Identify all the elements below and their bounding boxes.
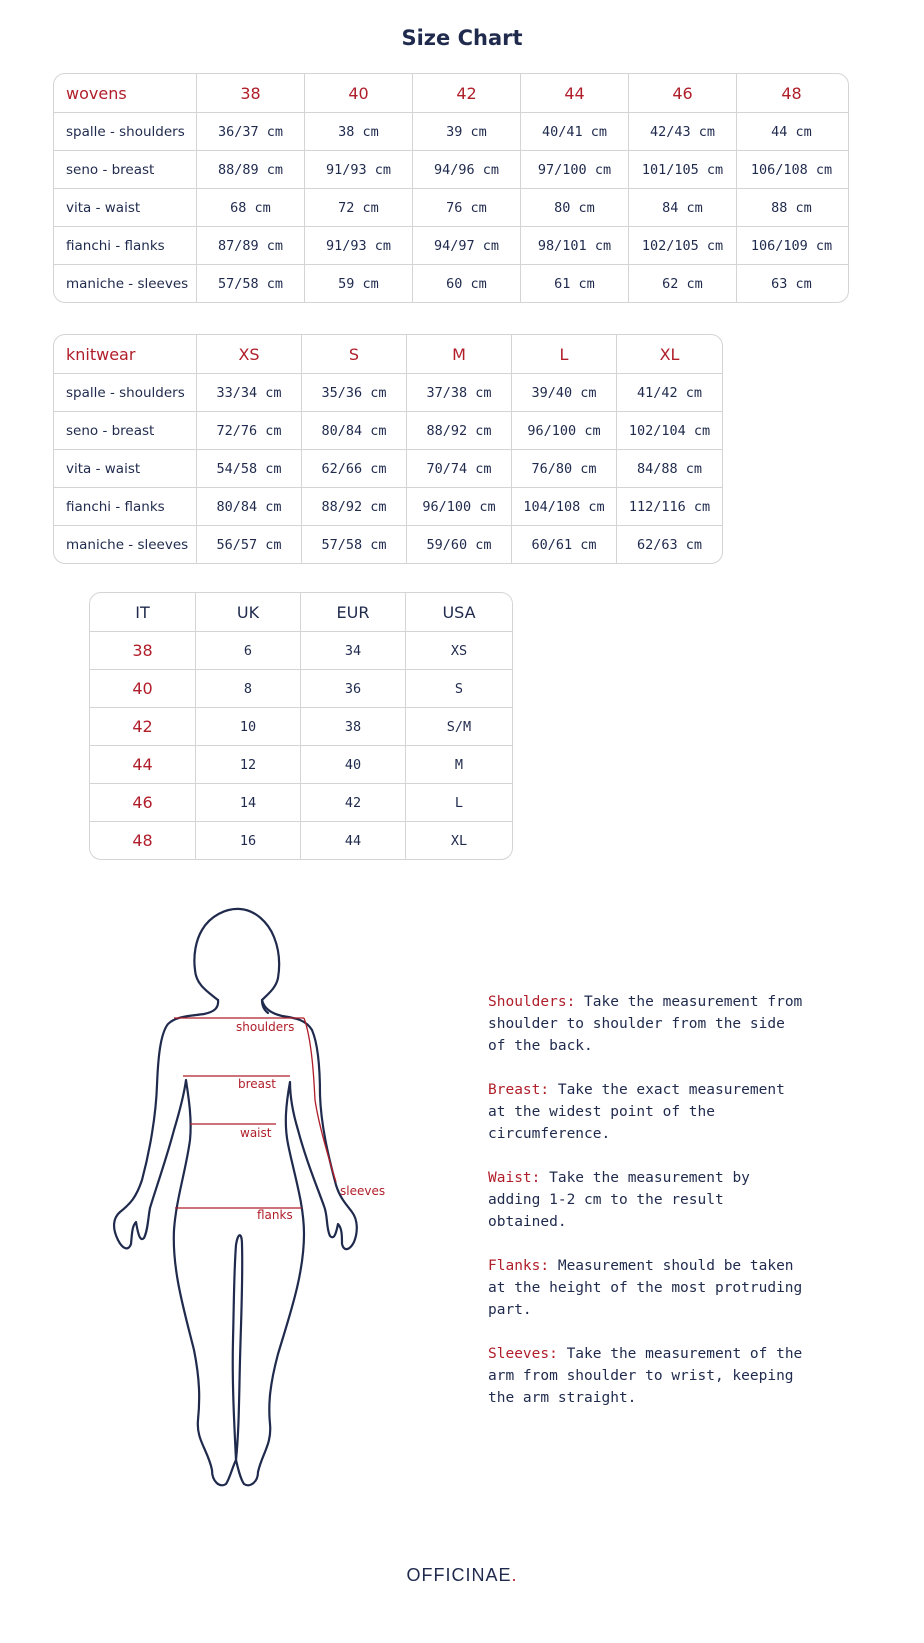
size-header: M xyxy=(406,335,511,373)
table-cell: 44 cm xyxy=(736,113,846,150)
table-cell: 96/100 cm xyxy=(511,412,616,449)
table-cell: 38 xyxy=(300,708,405,745)
table-cell: 84 cm xyxy=(628,189,736,226)
table-header-row xyxy=(90,593,512,631)
table-cell: 59 cm xyxy=(304,265,412,302)
table-cell: 63 cm xyxy=(736,265,846,302)
table-cell: 62 cm xyxy=(628,265,736,302)
table-cell: M xyxy=(405,746,512,783)
table-cell: 91/93 cm xyxy=(304,227,412,264)
table-cell: XS xyxy=(405,632,512,669)
table-cell: 87/89 cm xyxy=(196,227,304,264)
table-row xyxy=(54,112,848,150)
table-cell: 60/61 cm xyxy=(511,526,616,563)
size-header: S xyxy=(301,335,406,373)
size-conversion-table xyxy=(89,592,513,860)
table-cell: 72 cm xyxy=(304,189,412,226)
size-header: 48 xyxy=(736,74,846,112)
table-cell: 42/43 cm xyxy=(628,113,736,150)
measurement-label: fianchi - flanks xyxy=(66,237,165,254)
table-cell: 41/42 cm xyxy=(616,374,722,411)
table-row xyxy=(90,669,512,707)
note-waist: Waist: Take the measurement by adding 1-2 cm to the result obtained. xyxy=(488,1170,750,1230)
note-breast: Breast: Take the exact measurement at the widest point of the circumference. xyxy=(488,1082,785,1142)
table-row xyxy=(90,821,512,859)
table-row xyxy=(90,707,512,745)
table-cell: S xyxy=(405,670,512,707)
table-cell: 68 cm xyxy=(196,189,304,226)
column-header: IT xyxy=(135,602,150,622)
size-header: XL xyxy=(616,335,722,373)
table-cell: 56/57 cm xyxy=(196,526,301,563)
table-cell: 97/100 cm xyxy=(520,151,628,188)
sleeves-label: sleeves xyxy=(340,1184,386,1198)
table-cell: 80/84 cm xyxy=(196,488,301,525)
table-cell: 12 xyxy=(195,746,300,783)
measurement-label: vita - waist xyxy=(66,460,141,477)
table-cell: 10 xyxy=(195,708,300,745)
table-cell: 94/96 cm xyxy=(412,151,520,188)
it-size-cell: 40 xyxy=(132,679,153,698)
flanks-label: flanks xyxy=(257,1208,293,1222)
table-cell: 76 cm xyxy=(412,189,520,226)
table-cell: 36/37 cm xyxy=(196,113,304,150)
measurement-label: spalle - shoulders xyxy=(66,123,185,140)
table-cell: 16 xyxy=(195,822,300,859)
table-cell: 80 cm xyxy=(520,189,628,226)
measurement-label: seno - breast xyxy=(66,161,155,178)
it-size-cell: 48 xyxy=(132,831,153,850)
it-size-cell: 38 xyxy=(132,641,153,660)
breast-label: breast xyxy=(238,1077,276,1091)
table-row xyxy=(54,373,722,411)
table-cell: 14 xyxy=(195,784,300,821)
table-cell: 76/80 cm xyxy=(511,450,616,487)
table-cell: 38 cm xyxy=(304,113,412,150)
table-cell: 98/101 cm xyxy=(520,227,628,264)
table-cell: 42 xyxy=(300,784,405,821)
table-cell: 44 xyxy=(300,822,405,859)
table-cell: 37/38 cm xyxy=(406,374,511,411)
table-cell: 61 cm xyxy=(520,265,628,302)
table-cell: 8 xyxy=(195,670,300,707)
it-size-cell: 44 xyxy=(132,755,153,774)
head-outline xyxy=(194,909,279,1013)
column-header: UK xyxy=(195,593,300,631)
measurement-label: maniche - sleeves xyxy=(66,275,189,292)
table-cell: 101/105 cm xyxy=(628,151,736,188)
measurement-instructions xyxy=(488,991,808,1431)
table-cell: 88 cm xyxy=(736,189,846,226)
table-cell: 54/58 cm xyxy=(196,450,301,487)
note-sleeves: Sleeves: Take the measurement of the arm from shoulder to wrist, keeping the arm straight. xyxy=(488,1346,803,1406)
table-row xyxy=(54,150,848,188)
size-header: 46 xyxy=(628,74,736,112)
note-flanks: Flanks: Measurement should be taken at the height of the most protruding part. xyxy=(488,1258,803,1318)
brand-logo: OFFICINAE. xyxy=(406,1565,518,1585)
right-body-outline xyxy=(236,1000,357,1485)
table-cell: 88/92 cm xyxy=(406,412,511,449)
table-cell: XL xyxy=(405,822,512,859)
size-header: 38 xyxy=(196,74,304,112)
waist-label: waist xyxy=(240,1126,272,1140)
table-cell: 34 xyxy=(300,632,405,669)
table-cell: 62/66 cm xyxy=(301,450,406,487)
table-cell: 70/74 cm xyxy=(406,450,511,487)
measurement-label: maniche - sleeves xyxy=(66,536,189,553)
table-cell: 91/93 cm xyxy=(304,151,412,188)
table-corner-label: wovens xyxy=(66,83,127,103)
table-cell: 59/60 cm xyxy=(406,526,511,563)
wovens-size-table xyxy=(53,73,849,303)
table-cell: 102/105 cm xyxy=(628,227,736,264)
measurement-label: fianchi - flanks xyxy=(66,498,165,515)
knitwear-size-table xyxy=(53,334,723,564)
table-cell: 72/76 cm xyxy=(196,412,301,449)
table-row xyxy=(90,631,512,669)
table-header-row xyxy=(54,335,722,373)
size-header: 44 xyxy=(520,74,628,112)
it-size-cell: 46 xyxy=(132,793,153,812)
size-header: 40 xyxy=(304,74,412,112)
shoulders-label: shoulders xyxy=(236,1020,295,1034)
table-corner-label: knitwear xyxy=(66,344,136,364)
table-cell: 6 xyxy=(195,632,300,669)
page-title: Size Chart xyxy=(401,26,523,50)
table-row xyxy=(90,745,512,783)
table-cell: 80/84 cm xyxy=(301,412,406,449)
table-cell: 40 xyxy=(300,746,405,783)
table-row xyxy=(54,449,722,487)
measurement-label: vita - waist xyxy=(66,199,141,216)
table-row xyxy=(54,411,722,449)
table-row xyxy=(54,188,848,226)
table-cell: 36 xyxy=(300,670,405,707)
table-cell: 39/40 cm xyxy=(511,374,616,411)
table-row xyxy=(54,525,722,563)
table-cell: 57/58 cm xyxy=(301,526,406,563)
measurement-label: spalle - shoulders xyxy=(66,384,185,401)
measurement-label: seno - breast xyxy=(66,422,155,439)
table-cell: 60 cm xyxy=(412,265,520,302)
table-cell: 106/109 cm xyxy=(736,227,846,264)
table-cell: 57/58 cm xyxy=(196,265,304,302)
table-cell: 33/34 cm xyxy=(196,374,301,411)
table-cell: 94/97 cm xyxy=(412,227,520,264)
note-shoulders: Shoulders: Take the measurement from shoulder to shoulder from the side of the back. xyxy=(488,994,803,1054)
table-cell: 84/88 cm xyxy=(616,450,722,487)
table-cell: 62/63 cm xyxy=(616,526,722,563)
table-row xyxy=(90,783,512,821)
column-header: EUR xyxy=(300,593,405,631)
table-cell: L xyxy=(405,784,512,821)
size-header: 42 xyxy=(412,74,520,112)
table-cell: 102/104 cm xyxy=(616,412,722,449)
body-measurement-figure xyxy=(100,900,420,1500)
size-header: XS xyxy=(196,335,301,373)
table-cell: 106/108 cm xyxy=(736,151,846,188)
table-cell: 104/108 cm xyxy=(511,488,616,525)
table-cell: 96/100 cm xyxy=(406,488,511,525)
table-cell: 112/116 cm xyxy=(616,488,722,525)
table-cell: 88/92 cm xyxy=(301,488,406,525)
table-cell: S/M xyxy=(405,708,512,745)
table-cell: 88/89 cm xyxy=(196,151,304,188)
column-header: USA xyxy=(405,593,512,631)
table-cell: 39 cm xyxy=(412,113,520,150)
table-row xyxy=(54,264,848,302)
table-row xyxy=(54,487,722,525)
table-cell: 35/36 cm xyxy=(301,374,406,411)
inner-leg-outline xyxy=(233,1235,243,1460)
table-header-row xyxy=(54,74,848,112)
table-cell: 40/41 cm xyxy=(520,113,628,150)
size-header: L xyxy=(511,335,616,373)
left-body-outline xyxy=(114,1000,236,1485)
it-size-cell: 42 xyxy=(132,717,153,736)
table-row xyxy=(54,226,848,264)
